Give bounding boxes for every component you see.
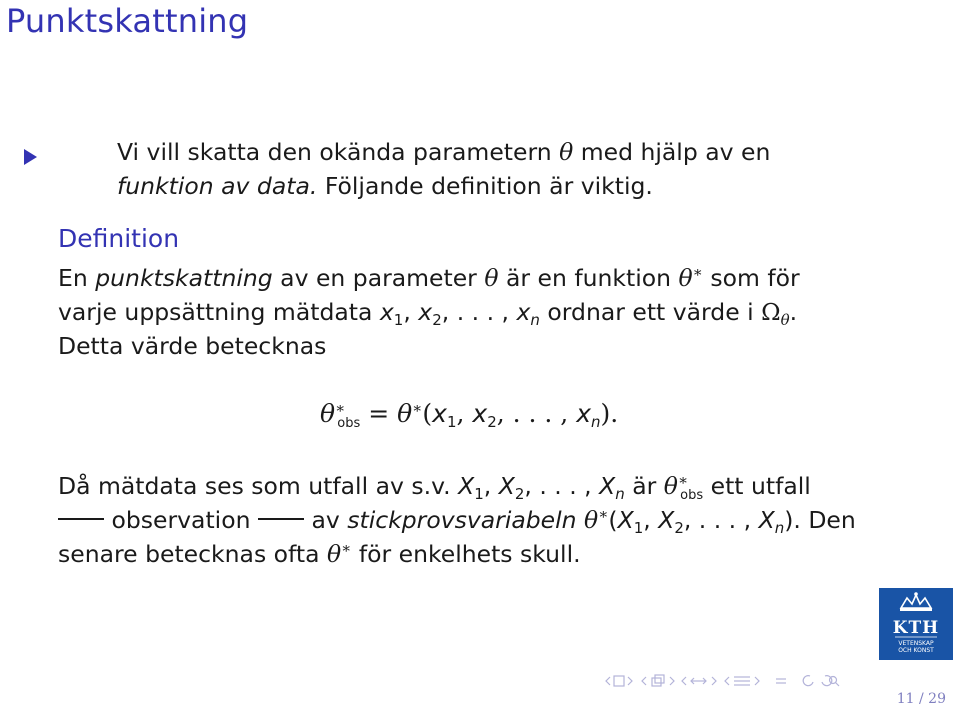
svg-text:VETENSKAP: VETENSKAP [898,640,934,647]
nav-section-icon[interactable] [691,678,706,684]
nav-search-icon[interactable] [803,676,839,686]
nav-appendix-icon[interactable] [776,679,786,683]
nav-document-next-icon[interactable] [755,677,759,685]
nav-document-prev-icon[interactable] [725,677,729,685]
definition-title: Definition [58,224,180,253]
svg-text:OCH KONST: OCH KONST [898,647,934,654]
page-number: 11 / 29 [896,691,946,707]
nav-frame-next-icon[interactable] [628,677,632,685]
em-dash [258,518,304,520]
nav-frame-prev-icon[interactable] [606,677,610,685]
nav-subsection-prev-icon[interactable] [642,677,646,685]
svg-text:KTH: KTH [892,618,940,638]
display-equation: $\theta^∗_{obs} = \theta^∗(x_1$, $x_2$, . . . , $x_n$). [320,399,619,431]
beamer-navigation-bar [604,671,954,691]
frame-title: Punktskattning [6,2,249,40]
kth-logo [879,588,953,660]
bullet-item: Vi vill skatta den okända parametern θ med hjälp av en funktion av data. Följande definition är viktig. [117,138,771,200]
em-dash [58,518,104,520]
nav-section-prev-icon[interactable] [682,677,686,685]
nav-subsection-next-icon[interactable] [670,677,674,685]
nav-section-next-icon[interactable] [712,677,716,685]
nav-document-icon[interactable] [734,677,750,685]
definition-body: En punktskattning av en parameter θ är en funktion θ∗ som för varje uppsättning mätdata $x_1$, $x_2$, . . . , $x_n$ ordnar ett värde i $\Omega_\theta$. Detta värde betecknas [58,263,800,360]
nav-subsection-icon[interactable] [652,675,664,686]
bullet-triangle-icon [24,149,37,165]
observation-paragraph: Då mätdata ses som utfall av s.v. $X_1$, $X_2$, . . . , $X_n$ är $\theta^∗_{obs}$ ett utfall observation av stickprovsvariabeln $\theta^∗(X_1$, $X_2$, . . . , $X_n$). Den senare betecknas ofta θ∗ för enkelhets skull. [58,471,856,568]
nav-frame-icon[interactable] [614,676,624,686]
